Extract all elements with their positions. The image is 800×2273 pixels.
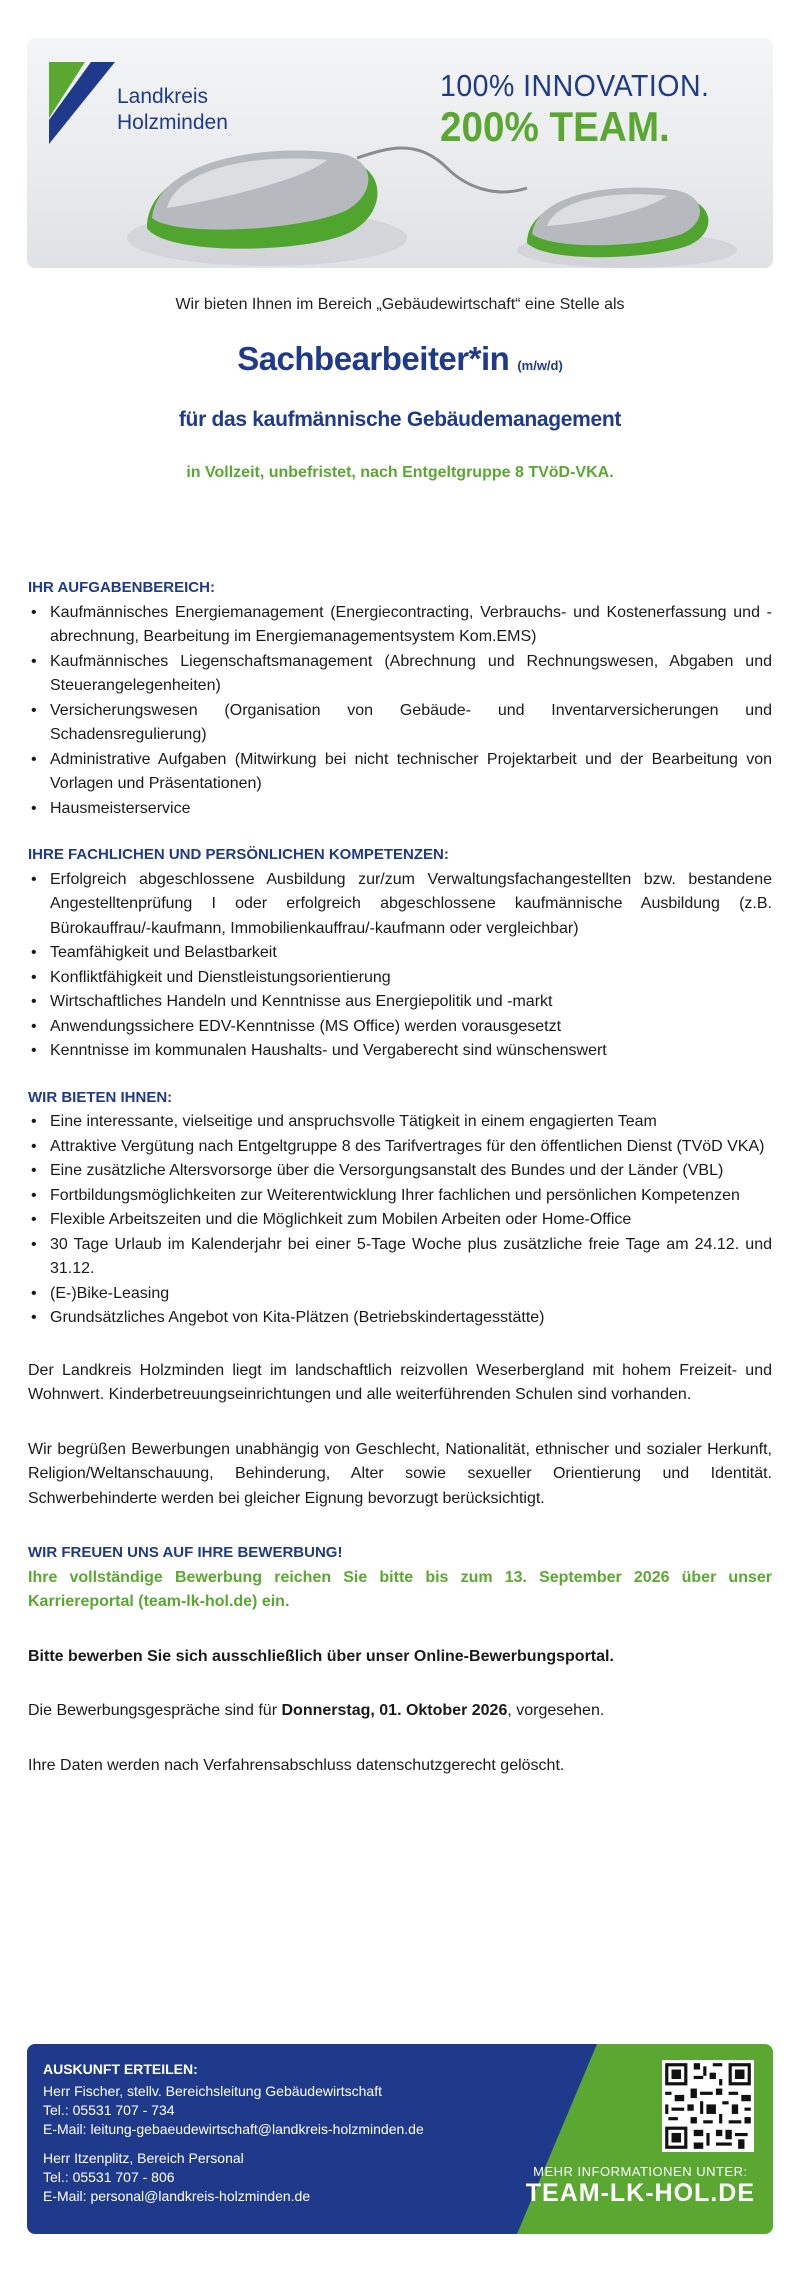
contact-1 — [43, 2082, 424, 2139]
logo-line-2: Holzminden — [117, 111, 228, 134]
list-item: • Versicherungswesen (Organisation von Gebäude- und Inventarversicherungen und Schadensregulierung) — [28, 699, 772, 748]
list-item: • (E-)Bike-Leasing — [28, 1282, 772, 1307]
apply-text: Ihre vollständige Bewerbung reichen Sie bitte bis zum 13. September 2026 über unser Karriereportal (team-lk-hol.de) ein. — [28, 1568, 772, 1610]
contact-footer — [27, 2044, 773, 2234]
job-title-text: Sachbearbeiter*in — [237, 340, 510, 377]
list-item: • Konfliktfähigkeit und Dienstleistungsorientierung — [28, 966, 772, 991]
interview-note — [28, 1699, 772, 1724]
contact-1-phone[interactable]: Tel.: 05531 707 - 734 — [43, 2102, 175, 2118]
job-terms: in Vollzeit, unbefristet, nach Entgeltgruppe 8 TVöD-VKA. — [186, 464, 614, 481]
list-item: • Kenntnisse im kommunalen Haushalts- und Vergaberecht sind wünschenswert — [28, 1039, 772, 1064]
apply-title: WIR FREUEN UNS AUF IHRE BEWERBUNG! — [28, 1544, 343, 1561]
diversity-paragraph: Wir begrüßen Bewerbungen unabhängig von Geschlecht, Nationalität, ethnischer und sozialer Herkunft, Religion/Weltanschauung, Behinderung, Alter sowie sexueller Orientierung und Identität. Schwerbehinderte werden bei gleicher Eignung bevorzugt berücksichtigt. — [28, 1440, 772, 1507]
main-content — [28, 576, 772, 1778]
list-item: • Flexible Arbeitszeiten und die Möglichkeit zum Mobilen Arbeiten oder Home-Office — [28, 1208, 772, 1233]
contact-info — [43, 2060, 424, 2216]
contact-1-name: Herr Fischer, stellv. Bereichsleitung Gebäudewirtschaft — [43, 2083, 382, 2099]
logo-text — [117, 84, 228, 136]
contact-2-name: Herr Itzenplitz, Bereich Personal — [43, 2150, 244, 2166]
list-item: • Attraktive Vergütung nach Entgeltgruppe 8 des Tarifvertrages für den öffentlichen Dienst (TVöD VKA) — [28, 1135, 772, 1160]
job-subtitle: für das kaufmännische Gebäudemanagement — [178, 408, 622, 431]
section-title-offer: WIR BIETEN IHNEN: — [28, 1088, 173, 1106]
landkreis-logo-icon — [45, 58, 117, 148]
region-paragraph: Der Landkreis Holzminden liegt im landschaftlich reizvollen Weserbergland mit hohem Freizeit- und Wohnwert. Kinderbetreuungseinrichtungen und alle weiterführenden Schulen sind vorhanden. — [28, 1361, 772, 1403]
header-banner — [27, 38, 773, 268]
list-item: • Anwendungssichere EDV-Kenntnisse (MS Office) werden vorausgesetzt — [28, 1015, 772, 1040]
more-info-url[interactable]: TEAM-LK-HOL.DE — [525, 2179, 755, 2207]
list-item: • Grundsätzliches Angebot von Kita-Plätzen (Betriebskindertagesstätte) — [28, 1306, 772, 1331]
contact-2-email[interactable]: E-Mail: personal@landkreis-holzminden.de — [43, 2188, 311, 2204]
more-info-label: MEHR INFORMATIONEN UNTER: — [533, 2164, 748, 2179]
offer-list — [28, 1110, 772, 1331]
contact-1-email[interactable]: E-Mail: leitung-gebaeudewirtschaft@landkreis-holzminden.de — [43, 2121, 424, 2137]
slogan — [440, 68, 733, 150]
list-item: • Erfolgreich abgeschlossene Ausbildung zur/zum Verwaltungsfachangestellten bzw. bestandene Angestelltenprüfung I oder erfolgreich abgeschlossene kaufmännische Ausbildung (z.B. Bürokauffrau/-kaufmann, Immobilienkauffrau/-kaufmann oder vergleichbar) — [28, 868, 772, 942]
tasks-list — [28, 601, 772, 822]
list-item: • Administrative Aufgaben (Mitwirkung bei nicht technischer Projektarbeit und der Bearbeitung von Vorlagen und Präsentationen) — [28, 748, 772, 797]
intro-line: Wir bieten Ihnen im Bereich „Gebäudewirtschaft“ eine Stelle als — [175, 296, 625, 313]
interview-suffix: , vorgesehen. — [507, 1702, 605, 1719]
section-title-competences: IHRE FACHLICHEN UND PERSÖNLICHEN KOMPETENZEN: — [28, 846, 449, 863]
section-title-tasks: IHR AUFGABENBEREICH: — [28, 579, 215, 596]
list-item: • Kaufmännisches Energiemanagement (Energiecontracting, Verbrauchs- und Kostenerfassung und -abrechnung, Bearbeitung im Energiemanagementsystem Kom.EMS) — [28, 601, 772, 650]
interview-date: Donnerstag, 01. Oktober 2026 — [281, 1702, 508, 1719]
logo-line-1: Landkreis — [117, 85, 209, 108]
competences-list — [28, 868, 772, 1064]
list-item: • Eine zusätzliche Altersvorsorge über die Versorgungsanstalt des Bundes und der Länder (VBL) — [28, 1159, 772, 1184]
list-item: • 30 Tage Urlaub im Kalenderjahr bei einer 5-Tage Woche plus zusätzliche freie Tage am 24.12. und 31.12. — [28, 1233, 772, 1282]
job-title — [0, 340, 800, 378]
privacy-note: Ihre Daten werden nach Verfahrensabschluss datenschutzgerecht gelöscht. — [28, 1756, 565, 1774]
list-item: • Hausmeisterservice — [28, 797, 772, 822]
list-item: • Wirtschaftliches Handeln und Kenntnisse aus Energiepolitik und -markt — [28, 990, 772, 1015]
interview-prefix: Die Bewerbungsgespräche sind für — [28, 1702, 282, 1719]
job-title-gender: (m/w/d) — [517, 358, 563, 373]
qr-code-icon[interactable] — [662, 2060, 754, 2152]
list-item: • Fortbildungsmöglichkeiten zur Weiterentwicklung Ihrer fachlichen und persönlichen Kompetenzen — [28, 1184, 772, 1209]
list-item: • Kaufmännisches Liegenschaftsmanagement (Abrechnung und Rechnungswesen, Abgaben und Steuerangelegenheiten) — [28, 650, 772, 699]
slogan-line-1: 100% INNOVATION. — [440, 68, 710, 103]
slogan-line-2: 200% TEAM. — [440, 103, 670, 150]
more-info — [526, 2164, 755, 2208]
list-item: • Eine interessante, vielseitige und anspruchsvolle Tätigkeit in einem engagierten Team — [28, 1110, 772, 1135]
contact-title: AUSKUNFT ERTEILEN: — [43, 2061, 198, 2077]
online-only-note: Bitte bewerben Sie sich ausschließlich über unser Online-Bewerbungsportal. — [28, 1647, 614, 1665]
contact-2-phone[interactable]: Tel.: 05531 707 - 806 — [43, 2169, 175, 2185]
list-item: • Teamfähigkeit und Belastbarkeit — [28, 941, 772, 966]
contact-2 — [43, 2149, 424, 2206]
